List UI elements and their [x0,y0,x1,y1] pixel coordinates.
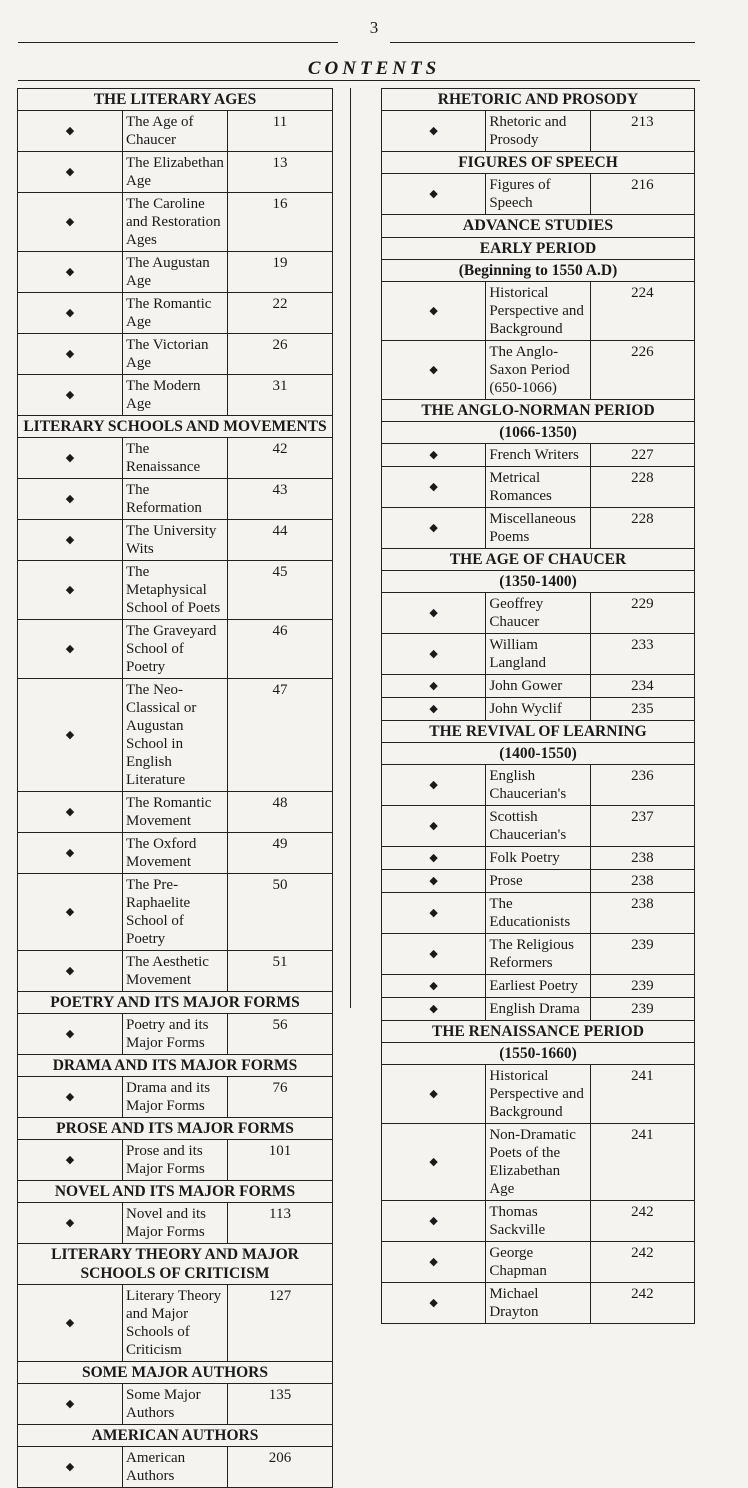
toc-entry-title: The Graveyard School of Poetry [123,620,228,679]
bullet-icon: ◆ [18,1140,123,1181]
bullet-icon: ◆ [18,375,123,416]
bullet-icon: ◆ [382,634,486,675]
section-heading-row [382,89,695,111]
toc-entry-title: The Neo-Classical or Augustan School in English Literature [123,679,228,792]
bullet-icon: ◆ [18,1447,123,1488]
toc-entry-row [382,1201,695,1242]
toc-entry-page: 16 [228,193,333,252]
toc-entry-title: Figures of Speech [486,174,590,215]
toc-entry-page: 241 [590,1065,694,1124]
toc-entry-page: 22 [228,293,333,334]
bullet-icon: ◆ [18,252,123,293]
toc-entry-title: The Anglo-Saxon Period (650-1066) [486,341,590,400]
section-heading: (1550-1660) [382,1043,695,1065]
toc-entry-row [18,1384,333,1425]
section-heading-row [382,422,695,444]
toc-entry-row [382,998,695,1021]
bullet-icon: ◆ [382,1124,486,1201]
header-rule-left [18,42,338,43]
toc-entry-title: The Romantic Age [123,293,228,334]
section-heading: (Beginning to 1550 A.D) [382,260,695,282]
section-heading-row [18,1362,333,1384]
toc-entry-page: 13 [228,152,333,193]
toc-entry-title: French Writers [486,444,590,467]
bullet-icon: ◆ [382,508,486,549]
section-heading: (1400-1550) [382,743,695,765]
toc-entry-row [382,593,695,634]
bullet-icon: ◆ [18,874,123,951]
toc-entry-row [382,634,695,675]
bullet-icon: ◆ [18,111,123,152]
bullet-icon: ◆ [18,951,123,992]
bullet-icon: ◆ [18,1285,123,1362]
toc-entry-row [18,792,333,833]
toc-entry-title: Novel and its Major Forms [123,1203,228,1244]
section-heading: LITERARY THEORY AND MAJOR SCHOOLS OF CRITICISM [18,1244,333,1285]
section-heading: POETRY AND ITS MAJOR FORMS [18,992,333,1014]
toc-entry-page: 48 [228,792,333,833]
bullet-icon: ◆ [18,1014,123,1055]
toc-entry-row [382,765,695,806]
toc-entry-title: Some Major Authors [123,1384,228,1425]
toc-entry-title: The Age of Chaucer [123,111,228,152]
toc-entry-row [18,833,333,874]
toc-entry-title: The Modern Age [123,375,228,416]
toc-entry-title: American Authors [123,1447,228,1488]
toc-entry-row [18,375,333,416]
bullet-icon: ◆ [382,765,486,806]
bullet-icon: ◆ [18,293,123,334]
toc-entry-title: The Educationists [486,893,590,934]
bullet-icon: ◆ [18,561,123,620]
toc-entry-title: The Augustan Age [123,252,228,293]
toc-entry-page: 47 [228,679,333,792]
section-heading: (1350-1400) [382,571,695,593]
bullet-icon: ◆ [382,998,486,1021]
toc-entry-row [18,951,333,992]
toc-entry-page: 101 [228,1140,333,1181]
bullet-icon: ◆ [18,679,123,792]
toc-entry-page: 242 [590,1242,694,1283]
toc-entry-title: Historical Perspective and Background [486,1065,590,1124]
section-heading: RHETORIC AND PROSODY [382,89,695,111]
toc-entry-row [18,1285,333,1362]
section-heading-row [18,1181,333,1203]
toc-entry-page: 216 [590,174,694,215]
toc-entry-row [382,467,695,508]
toc-entry-page: 237 [590,806,694,847]
bullet-icon: ◆ [382,847,486,870]
bullet-icon: ◆ [18,520,123,561]
toc-entry-page: 238 [590,870,694,893]
toc-entry-title: John Wyclif [486,698,590,721]
bullet-icon: ◆ [18,1077,123,1118]
toc-entry-page: 76 [228,1077,333,1118]
toc-entry-row [382,698,695,721]
bullet-icon: ◆ [382,111,486,152]
toc-entry-row [382,1065,695,1124]
bullet-icon: ◆ [382,593,486,634]
toc-entry-title: The Renaissance [123,438,228,479]
toc-entry-row [18,479,333,520]
toc-entry-row [382,1124,695,1201]
section-heading-row [382,1043,695,1065]
bullet-icon: ◆ [382,806,486,847]
toc-entry-title: John Gower [486,675,590,698]
toc-entry-title: The Victorian Age [123,334,228,375]
toc-entry-row [382,870,695,893]
section-heading: AMERICAN AUTHORS [18,1425,333,1447]
toc-entry-row [382,806,695,847]
toc-entry-title: Literary Theory and Major Schools of Criticism [123,1285,228,1362]
section-heading-row [18,1055,333,1077]
section-heading: PROSE AND ITS MAJOR FORMS [18,1118,333,1140]
bullet-icon: ◆ [382,467,486,508]
contents-right-column [381,88,695,1324]
toc-entry-page: 50 [228,874,333,951]
toc-entry-title: Earliest Poetry [486,975,590,998]
toc-entry-title: The Aesthetic Movement [123,951,228,992]
toc-entry-row [382,847,695,870]
section-heading-row [18,1244,333,1285]
bullet-icon: ◆ [382,1283,486,1324]
toc-entry-title: Historical Perspective and Background [486,282,590,341]
toc-entry-row [18,293,333,334]
toc-entry-page: 56 [228,1014,333,1055]
toc-entry-page: 228 [590,467,694,508]
bullet-icon: ◆ [382,893,486,934]
bullet-icon: ◆ [382,1201,486,1242]
section-heading-row [382,549,695,571]
toc-entry-title: English Drama [486,998,590,1021]
toc-entry-page: 127 [228,1285,333,1362]
header-rule-right [390,42,695,43]
section-heading: DRAMA AND ITS MAJOR FORMS [18,1055,333,1077]
bullet-icon: ◆ [18,620,123,679]
toc-entry-row [382,111,695,152]
toc-entry-title: Miscellaneous Poems [486,508,590,549]
toc-entry-page: 242 [590,1283,694,1324]
toc-entry-page: 239 [590,998,694,1021]
toc-entry-title: Prose and its Major Forms [123,1140,228,1181]
bullet-icon: ◆ [382,698,486,721]
bullet-icon: ◆ [18,1384,123,1425]
toc-entry-page: 241 [590,1124,694,1201]
section-heading: LITERARY SCHOOLS AND MOVEMENTS [18,416,333,438]
toc-entry-row [382,282,695,341]
bullet-icon: ◆ [18,193,123,252]
toc-entry-page: 238 [590,893,694,934]
toc-entry-page: 229 [590,593,694,634]
toc-entry-page: 233 [590,634,694,675]
toc-entry-row [18,193,333,252]
toc-entry-title: The Caroline and Restoration Ages [123,193,228,252]
toc-entry-page: 51 [228,951,333,992]
toc-entry-title: Scottish Chaucerian's [486,806,590,847]
section-heading-row [18,416,333,438]
toc-entry-title: George Chapman [486,1242,590,1283]
toc-entry-title: The Elizabethan Age [123,152,228,193]
toc-entry-title: Drama and its Major Forms [123,1077,228,1118]
section-heading-row [382,215,695,238]
toc-entry-page: 228 [590,508,694,549]
toc-entry-title: William Langland [486,634,590,675]
toc-entry-row [382,893,695,934]
toc-entry-row [18,561,333,620]
section-heading-row [382,400,695,422]
bullet-icon: ◆ [382,1242,486,1283]
toc-entry-page: 227 [590,444,694,467]
section-heading: THE AGE OF CHAUCER [382,549,695,571]
section-heading-row [18,992,333,1014]
toc-entry-page: 239 [590,934,694,975]
toc-entry-page: 45 [228,561,333,620]
toc-entry-page: 213 [590,111,694,152]
bullet-icon: ◆ [382,174,486,215]
toc-entry-title: Folk Poetry [486,847,590,870]
toc-entry-title: Poetry and its Major Forms [123,1014,228,1055]
bullet-icon: ◆ [18,334,123,375]
toc-entry-row [18,1014,333,1055]
toc-entry-row [18,1447,333,1488]
toc-entry-page: 43 [228,479,333,520]
toc-entry-row [382,341,695,400]
toc-entry-title: Non-Dramatic Poets of the Elizabethan Age [486,1124,590,1201]
contents-title: CONTENTS [307,58,441,79]
section-heading: FIGURES OF SPEECH [382,152,695,174]
toc-entry-page: 135 [228,1384,333,1425]
bullet-icon: ◆ [18,479,123,520]
toc-entry-title: Michael Drayton [486,1283,590,1324]
toc-entry-page: 46 [228,620,333,679]
bullet-icon: ◆ [382,975,486,998]
toc-entry-row [18,874,333,951]
toc-entry-title: The Pre-Raphaelite School of Poetry [123,874,228,951]
title-rule [18,80,700,81]
toc-entry-title: The Religious Reformers [486,934,590,975]
bullet-icon: ◆ [382,282,486,341]
toc-entry-page: 226 [590,341,694,400]
toc-entry-row [18,334,333,375]
toc-entry-row [18,620,333,679]
section-heading-row [382,743,695,765]
toc-entry-page: 44 [228,520,333,561]
page-number: 3 [369,18,379,37]
toc-entry-row [382,1283,695,1324]
toc-entry-page: 31 [228,375,333,416]
toc-entry-title: Rhetoric and Prosody [486,111,590,152]
toc-entry-title: English Chaucerian's [486,765,590,806]
section-heading: THE LITERARY AGES [18,89,333,111]
bullet-icon: ◆ [18,438,123,479]
toc-entry-row [18,111,333,152]
section-heading-row [382,152,695,174]
section-heading-row [18,89,333,111]
section-heading: THE REVIVAL OF LEARNING [382,721,695,743]
toc-entry-row [18,679,333,792]
toc-entry-title: Metrical Romances [486,467,590,508]
toc-entry-title: Thomas Sackville [486,1201,590,1242]
section-heading-row [382,260,695,282]
section-heading: ADVANCE STUDIES [382,215,695,238]
toc-entry-page: 113 [228,1203,333,1244]
section-heading: NOVEL AND ITS MAJOR FORMS [18,1181,333,1203]
toc-entry-row [382,1242,695,1283]
toc-entry-title: The Oxford Movement [123,833,228,874]
toc-entry-page: 239 [590,975,694,998]
toc-entry-page: 26 [228,334,333,375]
toc-entry-row [18,438,333,479]
toc-entry-row [382,975,695,998]
section-heading: (1066-1350) [382,422,695,444]
toc-entry-row [18,1077,333,1118]
toc-entry-row [382,508,695,549]
toc-entry-title: The Metaphysical School of Poets [123,561,228,620]
toc-entry-row [382,934,695,975]
toc-entry-row [18,1140,333,1181]
bullet-icon: ◆ [382,934,486,975]
section-heading-row [382,571,695,593]
bullet-icon: ◆ [18,792,123,833]
toc-entry-title: The Romantic Movement [123,792,228,833]
toc-entry-page: 224 [590,282,694,341]
section-heading-row [18,1425,333,1447]
toc-entry-page: 206 [228,1447,333,1488]
toc-entry-row [18,1203,333,1244]
toc-entry-page: 235 [590,698,694,721]
toc-entry-page: 11 [228,111,333,152]
section-heading: THE RENAISSANCE PERIOD [382,1021,695,1043]
toc-entry-row [18,252,333,293]
bullet-icon: ◆ [382,444,486,467]
toc-entry-row [18,152,333,193]
bullet-icon: ◆ [18,152,123,193]
toc-entry-page: 238 [590,847,694,870]
section-heading-row [382,721,695,743]
toc-entry-page: 49 [228,833,333,874]
toc-entry-page: 236 [590,765,694,806]
bullet-icon: ◆ [382,870,486,893]
section-heading: EARLY PERIOD [382,238,695,260]
toc-entry-page: 42 [228,438,333,479]
bullet-icon: ◆ [382,675,486,698]
section-heading-row [18,1118,333,1140]
section-heading: SOME MAJOR AUTHORS [18,1362,333,1384]
contents-left-column [17,88,333,1488]
toc-entry-title: The Reformation [123,479,228,520]
toc-entry-row [382,444,695,467]
bullet-icon: ◆ [382,1065,486,1124]
toc-entry-row [382,675,695,698]
bullet-icon: ◆ [18,833,123,874]
toc-entry-page: 234 [590,675,694,698]
toc-entry-row [18,520,333,561]
toc-entry-row [382,174,695,215]
section-heading: THE ANGLO-NORMAN PERIOD [382,400,695,422]
column-separator [350,88,351,1008]
toc-entry-title: The University Wits [123,520,228,561]
toc-entry-title: Geoffrey Chaucer [486,593,590,634]
toc-entry-title: Prose [486,870,590,893]
bullet-icon: ◆ [18,1203,123,1244]
toc-entry-page: 242 [590,1201,694,1242]
section-heading-row [382,238,695,260]
toc-entry-page: 19 [228,252,333,293]
bullet-icon: ◆ [382,341,486,400]
